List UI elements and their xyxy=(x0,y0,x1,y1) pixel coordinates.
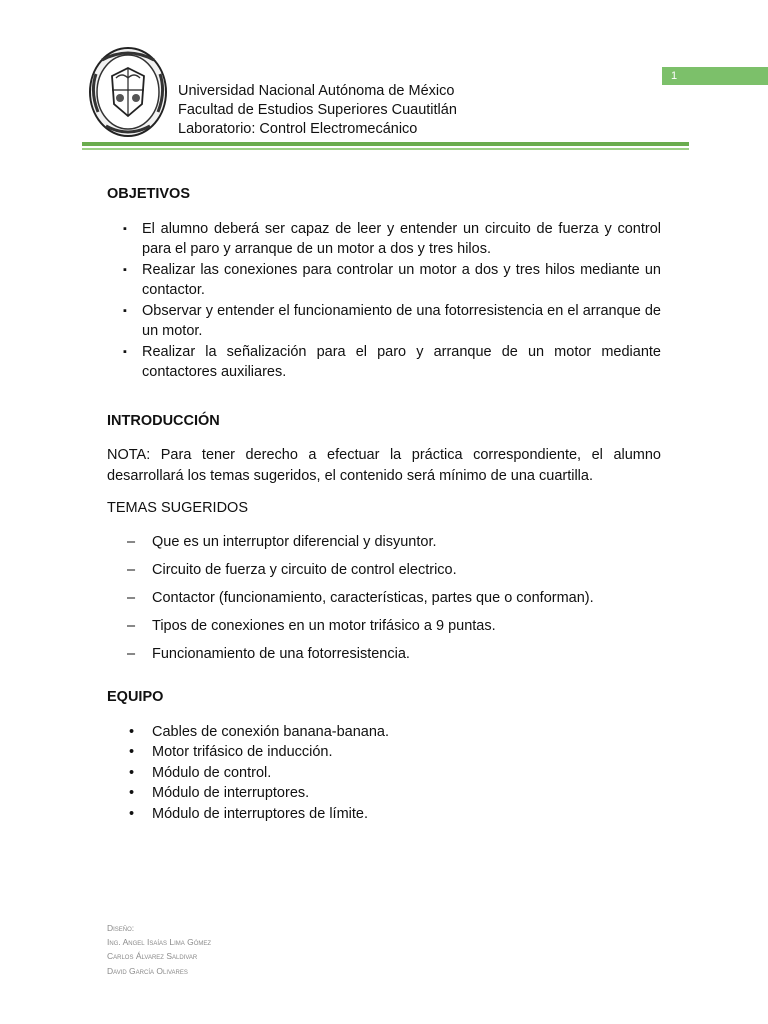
list-item: • Módulo de control. xyxy=(129,764,272,781)
nota-paragraph: NOTA: Para tener derecho a efectuar la práctica correspondiente, el alumno desarrollará los temas sugeridos, el contenido será mínimo de una cuartilla. xyxy=(107,447,661,484)
temas-heading: TEMAS SUGERIDOS xyxy=(107,500,248,516)
introduccion-heading: INTRODUCCIÓN xyxy=(107,412,220,429)
page-number: 1 xyxy=(662,67,768,85)
header-rule-thin xyxy=(82,148,689,150)
lab-name: Laboratorio: Control Electromecánico xyxy=(178,121,418,137)
temas-list xyxy=(107,532,661,665)
list-item: • Módulo de interruptores de límite. xyxy=(129,805,368,822)
faculty-name: Facultad de Estudios Superiores Cuautitlán xyxy=(178,102,457,118)
objetivos-list xyxy=(107,219,661,383)
unam-seal-icon xyxy=(88,46,168,138)
footer-author: Carlos Álvarez Saldivar xyxy=(107,951,198,962)
footer-author: David García Olivares xyxy=(107,965,188,976)
list-item: • Cables de conexión banana-banana. xyxy=(129,723,390,740)
document-body xyxy=(107,184,661,824)
footer-credits xyxy=(107,921,211,978)
list-item: – Funcionamiento de una fotorresistencia. xyxy=(127,645,410,662)
list-item: ▪ Observar y entender el funcionamiento de una fotorresistencia en el arranque de un motor. xyxy=(123,302,661,339)
list-item: – Que es un interruptor diferencial y disyuntor. xyxy=(127,533,437,550)
header-text xyxy=(178,82,457,139)
list-item: – Tipos de conexiones en un motor trifásico a 9 puntas. xyxy=(127,617,496,634)
list-item: • Módulo de interruptores. xyxy=(129,785,310,801)
objetivos-heading: OBJETIVOS xyxy=(107,186,190,202)
list-item: ▪ El alumno deberá ser capaz de leer y entender un circuito de fuerza y control para el paro y arranque de un motor a dos y tres hilos. xyxy=(123,220,661,257)
footer-label: Diseño: xyxy=(107,923,135,933)
list-item: ▪ Realizar la señalización para el paro y arranque de un motor mediante contactores auxiliares. xyxy=(123,343,661,380)
equipo-list xyxy=(107,722,661,825)
list-item: – Circuito de fuerza y circuito de control electrico. xyxy=(127,561,457,578)
list-item: • Motor trifásico de inducción. xyxy=(129,744,333,760)
university-name: Universidad Nacional Autónoma de México xyxy=(178,83,455,99)
list-item: ▪ Realizar las conexiones para controlar un motor a dos y tres hilos mediante un contactor. xyxy=(123,261,661,298)
header-rule xyxy=(82,142,689,146)
list-item: – Contactor (funcionamiento, características, partes que o conforman). xyxy=(127,589,594,606)
equipo-heading: EQUIPO xyxy=(107,689,164,705)
footer-author: Ing. Angel Isaías Lima Gómez xyxy=(107,937,212,948)
